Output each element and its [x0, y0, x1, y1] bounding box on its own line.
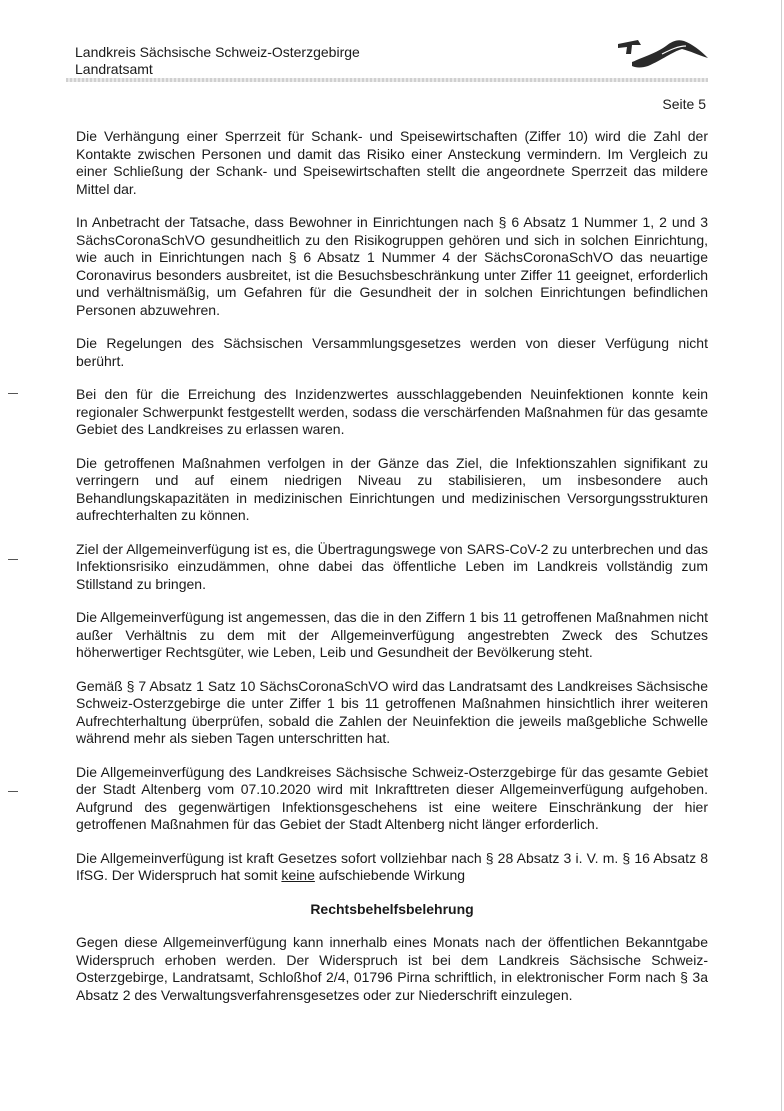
margin-fold-mark [8, 559, 18, 560]
paragraph-enforceability [76, 850, 708, 885]
header-divider [66, 78, 708, 82]
section-heading: Rechtsbehelfsbelehrung [310, 900, 474, 917]
paragraph-measures-goal: Die getroffenen Maßnahmen verfolgen in der Gänze das Ziel, die Infektionszahlen signifikant zu verringern und auf einem niedrigen Niveau zu stabilisieren, um insbesondere auch Behandlungskapazitäten in medizinischen Einrichtungen und medizinischen Versorgungsstrukturen aufrechterhalten zu können. [76, 454, 708, 523]
document-body [76, 128, 708, 1020]
district-logo-icon [614, 36, 710, 70]
paragraph-legal-remedy: Gegen diese Allgemeinverfügung kann innerhalb eines Monats nach der öffentlichen Bekanntgabe Widerspruch erhoben werden. Der Widerspruch ist bei dem Landkreis Sächsische Schweiz-Osterzgebirge, Landratsamt, Schloßhof 2/4, 01796 Pirna schriftlich, in elektronischer Form nach § 3a Absatz 2 des Verwaltungsverfahrensgesetzes oder zur Niederschrift einzulegen. [76, 934, 708, 1003]
paragraph-review: Gemäß § 7 Absatz 1 Satz 10 SächsCoronaSchVO wird das Landratsamt des Landkreises Sächsische Schweiz-Osterzgebirge die unter Ziffer 1 bis 11 getroffenen Maßnahmen hinsichtlich ihrer weiteren Aufrechterhaltung überprüfen, sobald die Zahlen der Neuinfektion die jeweils maßgebliche Schwelle während mehr als sieben Tagen unterschritten hat. [76, 677, 708, 746]
paragraph-altenberg: Die Allgemeinverfügung des Landkreises Sächsische Schweiz-Osterzgebirge für das gesamte Gebiet der Stadt Altenberg vom 07.10.2020 wird mit Inkrafttreten dieser Allgemeinverfügung aufgehoben. Aufgrund des gegenwärtigen Infektionsgeschehens ist eine weitere Einschränkung der hier getroffenen Maßnahmen für das Gebiet der Stadt Altenberg nicht länger erforderlich. [76, 763, 708, 832]
department-name: Landratsamt [75, 61, 153, 77]
paragraph-curfew: Die Verhängung einer Sperrzeit für Schank- und Speisewirtschaften (Ziffer 10) wird die Zahl der Kontakte zwischen Personen und damit das Risiko einer Ansteckung vermindern. Im Vergleich zu einer Schließung der Schank- und Speisewirtschaften stellt die angeordnete Sperrzeit das mildere Mittel dar. [76, 128, 708, 197]
enforceability-text-start: Die Allgemeinverfügung ist kraft Gesetzes sofort vollziehbar nach § 28 Absatz 3 i. V. m. § 16 Absatz 8 IfSG. Der Widerspruch hat somit [76, 849, 708, 883]
paragraph-transmission-goal: Ziel der Allgemeinverfügung ist es, die Übertragungswege von SARS-CoV-2 zu unterbrechen und das Infektionsrisiko einzudämmen, ohne dabei das öffentliche Leben im Landkreis vollständig zum Stillstand zu bringen. [76, 540, 708, 592]
enforceability-text-end: aufschiebende Wirkung [314, 867, 466, 883]
emphasized-word: keine [281, 867, 315, 883]
margin-fold-mark [8, 393, 18, 394]
page-edge [781, 0, 782, 1111]
paragraph-regional-focus: Bei den für die Erreichung des Inzidenzwertes ausschlaggebenden Neuinfektionen konnte kein regionaler Schwerpunkt festgestellt werden, sodass die verschärfenden Maßnahmen für das gesamte Gebiet des Landkreises zu erlassen waren. [76, 386, 708, 437]
paragraph-proportionality: Die Allgemeinverfügung ist angemessen, das die in den Ziffern 1 bis 11 getroffenen Maßnahmen nicht außer Verhältnis zu dem mit der Allgemeinverfügung angestrebten Zweck des Schutzes höherwertiger Rechtsgüter, wie Leben, Leib und Gesundheit der Bevölkerung steht. [76, 609, 708, 660]
organization-name: Landkreis Sächsische Schweiz-Osterzgebirge [75, 44, 360, 60]
paragraph-visiting-restrictions: In Anbetracht der Tatsache, dass Bewohner in Einrichtungen nach § 6 Absatz 1 Nummer 1, 2 und 3 SächsCoronaSchVO gesundheitlich zu den Risikogruppen gehören und sich in solchen Einrichtung, wie auch in Einrichtungen nach § 6 Absatz 1 Nummer 4 der SächsCoronaSchVO das neuartige Coronavirus besonders ausbreitet, ist die Besuchsbeschränkung unter Ziffer 11 geeignet, erforderlich und verhältnismäßig, um Gefahren für die Gesundheit der in solchen Einrichtungen befindlichen Personen abzuwehren. [76, 214, 708, 318]
paragraph-assembly-law: Die Regelungen des Sächsischen Versammlungsgesetzes werden von dieser Verfügung nicht berührt. [76, 335, 708, 369]
page-number: Seite 5 [662, 96, 706, 112]
margin-fold-mark [8, 791, 18, 792]
